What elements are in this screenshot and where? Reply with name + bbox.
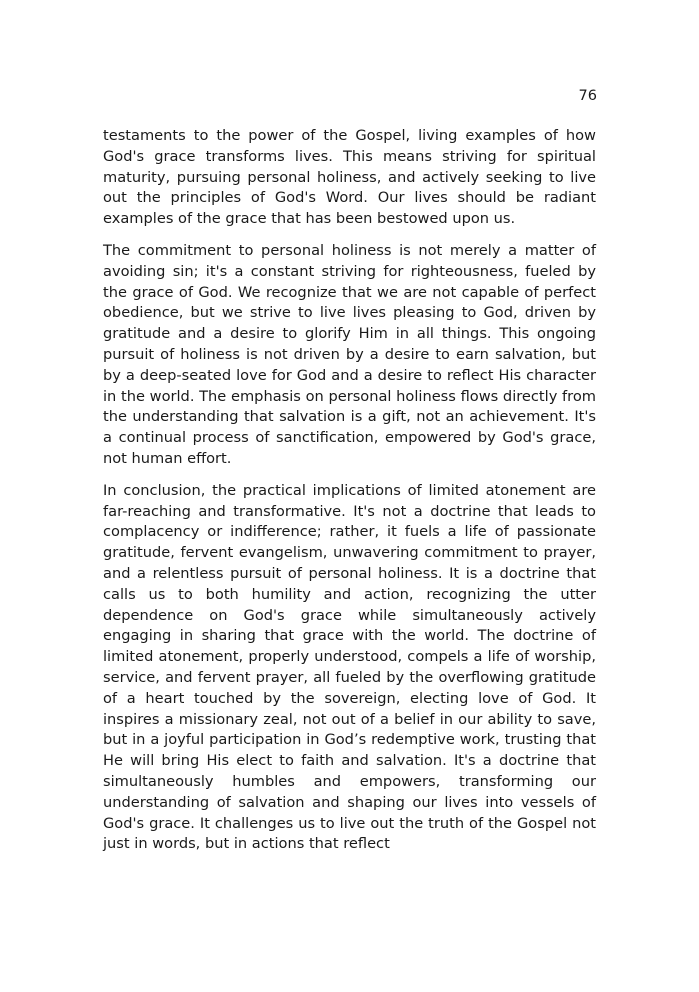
paragraph-1: testaments to the power of the Gospel, living examples of how God's grace transforms lives. This means striving for spiritual maturity, pursuing personal holiness, and actively seeking to live out the principles of God's Word. Our lives should be radiant examples of the grace that has been bestowed upon us. — [103, 127, 596, 228]
paragraph-2: The commitment to personal holiness is not merely a matter of avoiding sin; it's a constant striving for righteousness, fueled by the grace of God. We recognize that we are not capable of perfect obedience, but we strive to live lives pleasing to God, driven by gratitude and a desire to glorify Him in all things. This ongoing pursuit of holiness is not driven by a desire to earn salvation, but by a deep-seated love for God and a desire to reflect His character in the world. The emphasis on personal holiness flows directly from the understanding that salvation is a gift, not an achievement. It's a continual process of sanctification, empowered by God's grace, not human effort. — [103, 241, 596, 467]
page-number: 76 — [578, 88, 597, 104]
page-body — [103, 126, 596, 866]
paragraph-3: In conclusion, the practical implications of limited atonement are far-reaching and transformative. It's not a doctrine that leads to complacency or indifference; rather, it fuels a life of passionate gratitude, fervent evangelism, unwavering commitment to prayer, and a relentless pursuit of personal holiness. It is a doctrine that calls us to both humility and action, recognizing the utter dependence on God's grace while simultaneously actively engaging in sharing that grace with the world. The doctrine of limited atonement, properly understood, compels a life of worship, service, and fervent prayer, all fueled by the overflowing gratitude of a heart touched by the sovereign, electing love of God. It inspires a missionary zeal, not out of a belief in our ability to save, but in a joyful participation in God’s redemptive work, trusting that He will bring His elect to faith and salvation. It's a doctrine that simultaneously humbles and empowers, transforming our understanding of salvation and shaping our lives into vessels of God's grace. It challenges us to live out the truth of the Gospel not just in words, but in actions that reflect — [103, 481, 596, 853]
